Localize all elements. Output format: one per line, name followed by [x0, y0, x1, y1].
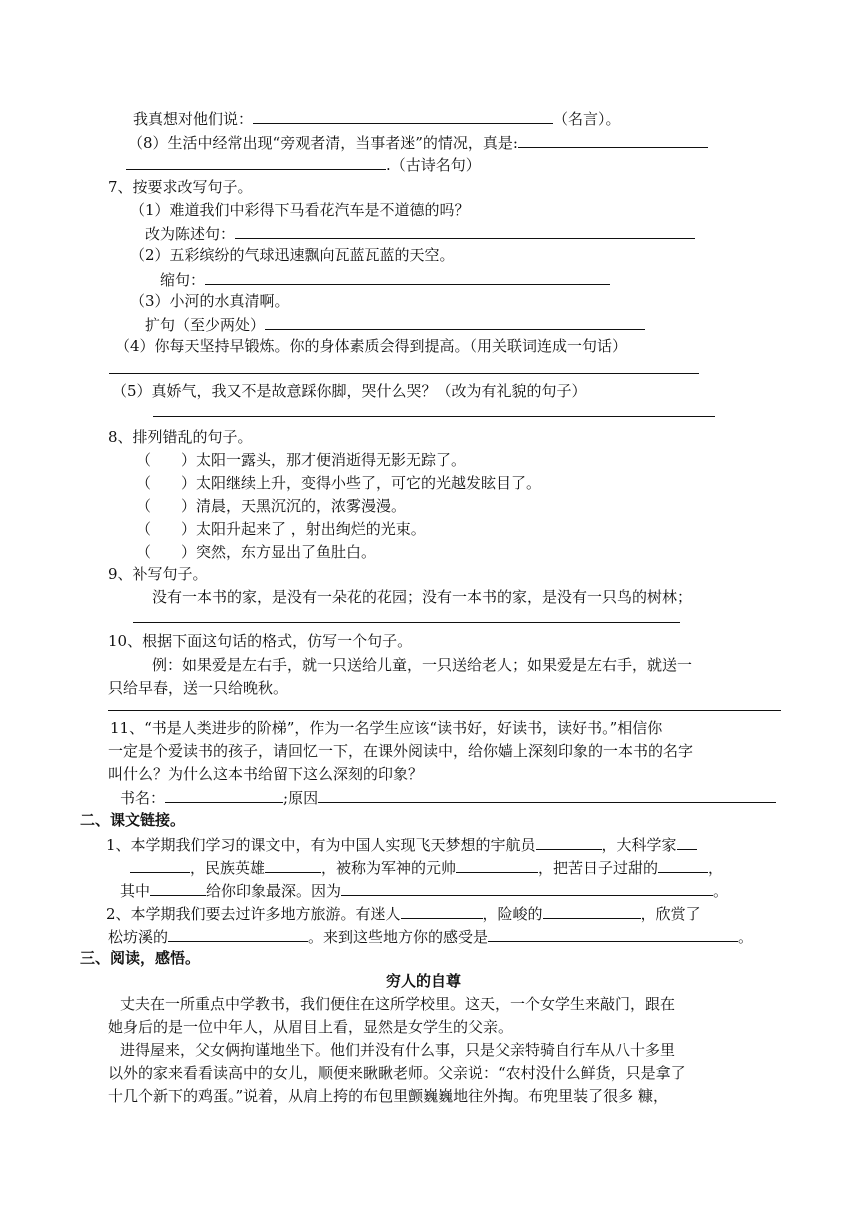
q7-title: 7、按要求改写句子。	[108, 178, 253, 196]
q9-title: 9、补写句子。	[108, 565, 208, 583]
answer-line[interactable]	[133, 622, 680, 623]
q7-1-answer-line: 改为陈述句：	[145, 222, 695, 244]
answer-line[interactable]	[109, 373, 699, 374]
q8-item: （ ）突然，东方显出了鱼肚白。	[136, 543, 377, 561]
answer-blank[interactable]	[488, 925, 738, 942]
answer-blank[interactable]	[456, 856, 538, 873]
q9-text: 没有一本书的家，是没有一朵花的花园；没有一本书的家，是没有一只鸟的树林；	[152, 588, 693, 606]
q11-answer-line: 书名： ;原因	[120, 786, 776, 808]
q7-3: （3）小河的水真清啊。	[130, 292, 290, 310]
item8-line2: .（古诗名句）	[126, 153, 481, 175]
answer-blank[interactable]	[150, 879, 206, 896]
answer-blank[interactable]	[401, 902, 483, 919]
section-3-title: 三、阅读，感悟。	[80, 949, 201, 967]
item8-line: （8）生活中经常出现“旁观者清，当事者迷”的情况，真是:	[128, 131, 708, 153]
answer-blank[interactable]	[265, 313, 645, 330]
answer-blank[interactable]	[341, 879, 713, 896]
book-name-blank[interactable]	[165, 786, 283, 803]
q11-line: 一定是个爱读书的孩子，请回忆一下，在课外阅读中，给你嫱上深刻印象的一本书的名字	[108, 742, 694, 760]
q8-item: （ ）清晨，天黑沉沉的，浓雾漫漫。	[136, 497, 407, 515]
answer-blank[interactable]	[658, 856, 708, 873]
q8-item: （ ）太阳一露头，那才便消逝得无影无踪了。	[136, 451, 467, 469]
story-line: 十几个新下的鸡蛋。”说着，从肩上挎的布包里颤巍巍地往外掏。布兜里装了很多 糠，	[108, 1087, 668, 1105]
answer-blank[interactable]	[536, 833, 602, 850]
answer-blank[interactable]	[168, 925, 308, 942]
story-line: 进得屋来，父女俩拘谨地坐下。他们并没有什么事，只是父亲特骑自行车从八十多里	[120, 1041, 676, 1059]
answer-blank[interactable]	[518, 131, 708, 148]
q8-item: （ ）太阳继续上升，变得小些了，可它的光越发眩目了。	[136, 474, 542, 492]
q7-1: （1）难道我们中彩得下马看花汽车是不道德的吗？	[130, 201, 470, 219]
story-line: 丈夫在一所重点中学教书，我们便住在这所学校里。这天，一个女学生来敲门，跟在	[120, 995, 676, 1013]
answer-blank[interactable]	[265, 856, 321, 873]
answer-blank[interactable]	[235, 222, 695, 239]
q11-line: 11、“书是人类进步的阶梯”，作为一名学生应该“读书好，好读书，读好书。”相信你	[110, 719, 663, 737]
story-line: 她身后的是一位中年人，从眉目上看，显然是女学生的父亲。	[108, 1018, 514, 1036]
s2-1-line1: 1、本学期我们学习的课文中，有为中国人实现飞天梦想的宇航员 ，大科学家	[106, 833, 697, 855]
answer-blank[interactable]	[126, 153, 386, 170]
answer-blank[interactable]	[253, 107, 553, 124]
q10-example: 例：如果爱是左右手，就一只送给儿童，一只送给老人；如果爱是左右手，就送一	[152, 656, 693, 674]
q10-example-cont: 只给早春，送一只给晚秋。	[108, 679, 289, 697]
answer-blank[interactable]	[130, 856, 190, 873]
answer-line[interactable]	[153, 416, 715, 417]
q10-title: 10、根据下面这句话的格式，仿写一个句子。	[108, 632, 413, 650]
answer-blank[interactable]	[205, 268, 610, 285]
story-line: 以外的家来看看读高中的女儿，顺便来瞅瞅老师。父亲说：“农村没什么鲜货，只是拿了	[108, 1064, 686, 1082]
s2-2-line2: 松坊溪的 。来到这些地方你的感受是 。	[108, 925, 753, 947]
q8-item: （ ）太阳升起来了 ，射出绚烂的光束。	[136, 520, 426, 538]
s2-1-line3: 其中 给你印象最深。因为 。	[120, 879, 728, 901]
q11-line: 叫什么？为什么这本书给留下这么深刻的印象？	[108, 765, 424, 783]
q7-item7-line: 我真想对他们说： （名言）。	[133, 107, 621, 129]
reason-blank[interactable]	[318, 786, 776, 803]
s2-2-line1: 2、本学期我们要去过许多地方旅游。有迷人 ，险峻的 ，欣赏了	[106, 902, 701, 924]
answer-blank[interactable]	[543, 902, 641, 919]
q7-4: （4）你每天坚持早锻炼。你的身体素质会得到提高。（用关联词连成一句话）	[115, 337, 628, 355]
q7-2-answer-line: 缩句：	[160, 268, 610, 290]
section-2-title: 二、课文链接。	[80, 811, 186, 829]
q7-2: （2）五彩缤纷的气球迅速飘向瓦蓝瓦蓝的天空。	[130, 246, 455, 264]
q7-5: （5）真娇气，我又不是故意踩你脚，哭什么哭？（改为有礼貌的句子）	[112, 382, 587, 400]
s2-1-line2: ，民族英雄 ，被称为军神的元帅 ，把苦日子过甜的 ，	[130, 856, 723, 878]
q7-3-answer-line: 扩句（至少两处）	[145, 313, 645, 335]
answer-blank[interactable]	[677, 833, 697, 850]
q8-title: 8、排列错乱的句子。	[108, 428, 253, 446]
answer-line[interactable]	[108, 710, 781, 711]
story-title: 穷人的自尊	[386, 972, 462, 990]
